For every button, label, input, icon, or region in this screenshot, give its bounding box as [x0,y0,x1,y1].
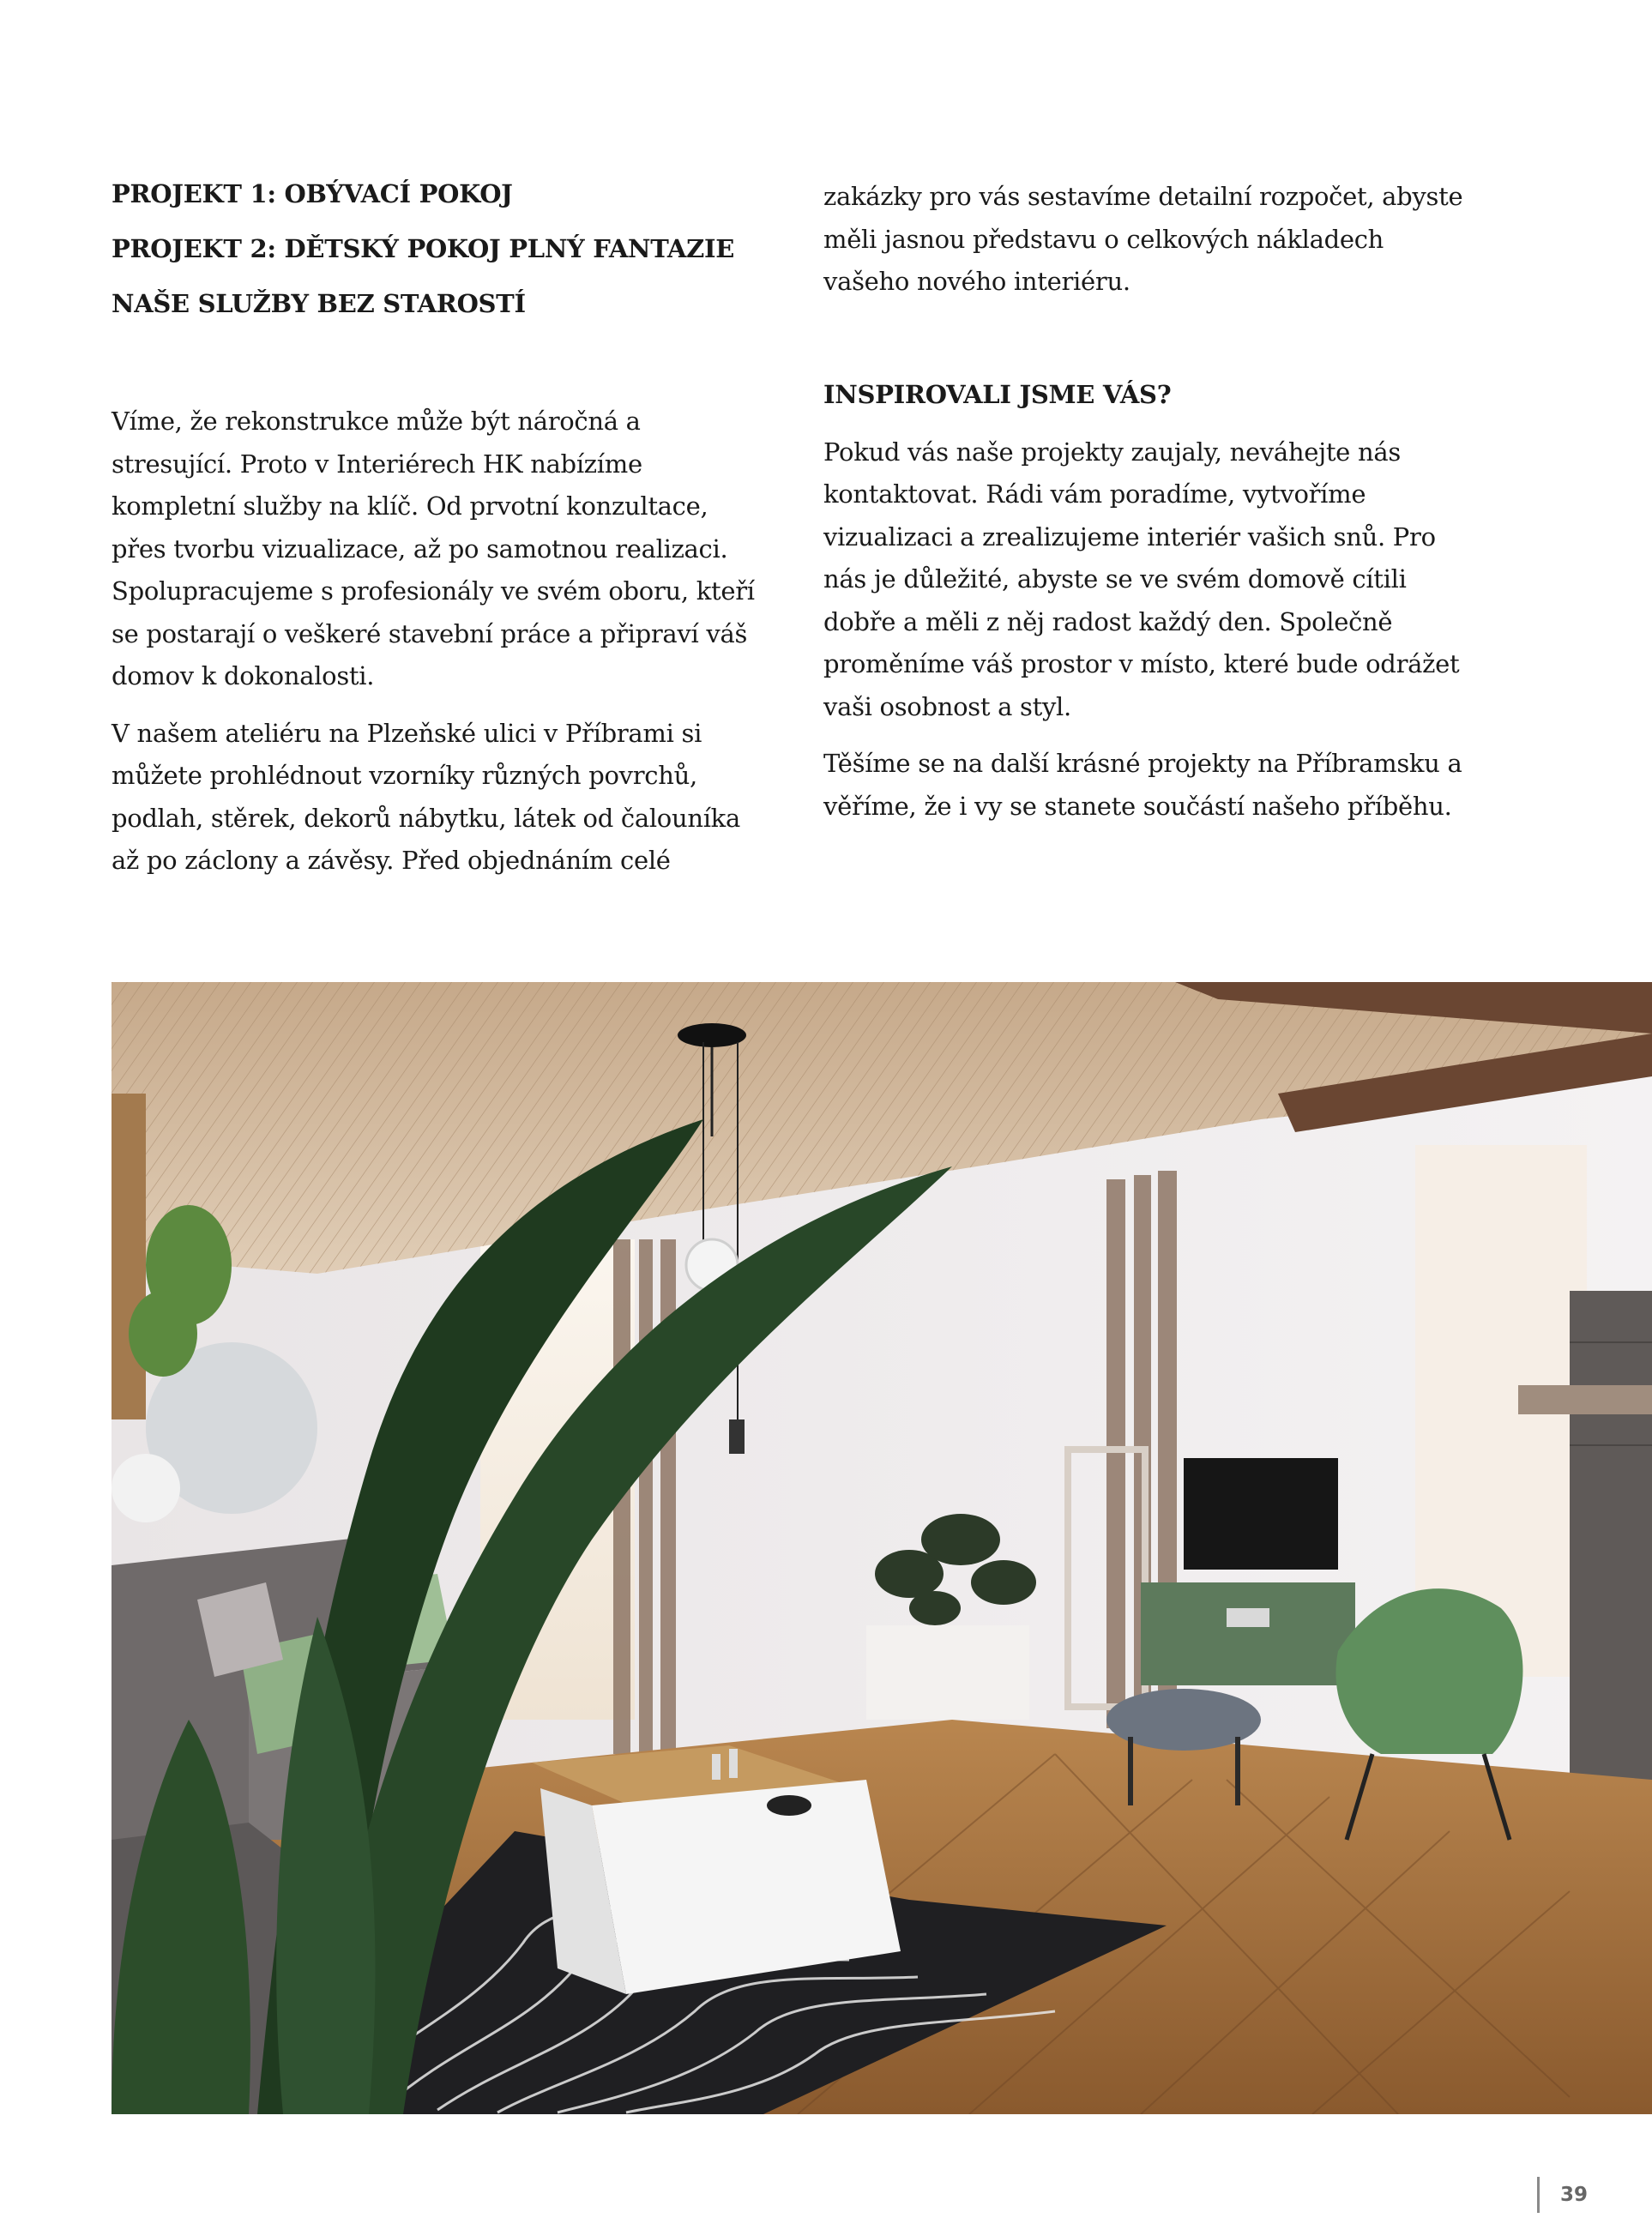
left-column [112,176,755,897]
heading-project-1: PROJEKT 1: OBÝVACÍ POKOJ [112,179,513,208]
page-number: 39 [1537,2177,1588,2213]
paragraph-atelier: V našem ateliéru na Plzeňské ulici v Příbrami si můžete prohlédnout vzorníky různých povrchů, podlah, stěrek, dekorů nábytku, látek od čalouníka až po záclony a závěsy. Před objednáním celé [112,718,740,875]
heading-project-2: PROJEKT 2: DĚTSKÝ POKOJ PLNÝ FANTAZIE [112,234,735,263]
right-column [823,176,1467,842]
living-room-illustration [112,982,1652,2114]
heading-inspired: INSPIROVALI JSME VÁS? [823,379,1172,409]
living-room-photo [112,982,1652,2114]
paragraph-budget-continued: zakázky pro vás sestavíme detailní rozpočet, abyste měli jasnou představu o celkových nákladech vašeho nového interiéru. [823,182,1463,296]
heading-services: NAŠE SLUŽBY BEZ STAROSTÍ [112,289,526,318]
paragraph-closing: Těšíme se na další krásné projekty na Příbramsku a věříme, že i vy se stanete součástí našeho příběhu. [823,749,1462,821]
paragraph-contact: Pokud vás naše projekty zaujaly, neváhejte nás kontaktovat. Rádi vám poradíme, vytvoříme vizualizaci a zrealizujeme interiér vašich snů. Pro nás je důležité, abyste se ve svém domově cítili dobře a měli z něj radost každý den. Společně proměníme váš prostor v místo, které bude odrážet vaši osobnost a styl. [823,437,1460,721]
paragraph-reconstruction: Víme, že rekonstrukce může být náročná a stresující. Proto v Interiérech HK nabízíme kompletní služby na klíč. Od prvotní konzultace, přes tvorbu vizualizace, až po samotnou realizaci. Spolupracujeme s profesionály ve svém oboru, kteří se postarají o veškeré stavební práce a připraví váš domov k dokonalosti. [112,407,755,690]
